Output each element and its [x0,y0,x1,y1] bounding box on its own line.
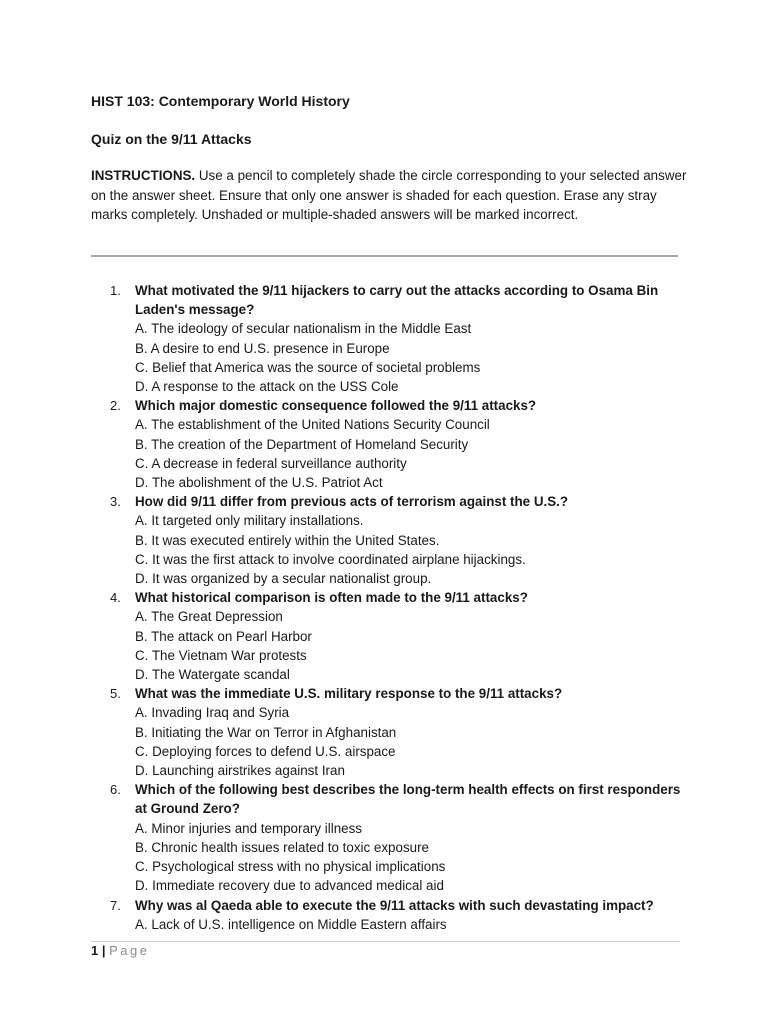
question-number: 2. [110,398,121,414]
question-text: What was the immediate U.S. military response to the 9/11 attacks? [135,686,563,702]
question-number: 5. [110,686,121,702]
answer-option: C. A decrease in federal surveillance authority [135,455,407,471]
question-item [91,780,691,895]
question-list [91,281,691,934]
question-text: Which of the following best describes the long-term health effects on first responders at Ground Zero? [135,782,681,817]
footer-separator: | [101,943,106,958]
answer-option: A. Minor injuries and temporary illness [135,820,362,836]
question-text: Why was al Qaeda able to execute the 9/11 attacks with such devastating impact? [135,897,654,913]
answer-option: D. It was organized by a secular nationalist group. [135,571,432,587]
page-number: 1 [91,943,99,958]
question-text: Which major domestic consequence followed the 9/11 attacks? [135,398,537,414]
answer-option: D. Immediate recovery due to advanced medical aid [135,878,444,894]
question-item [91,588,691,684]
answer-option: C. It was the first attack to involve coordinated airplane hijackings. [135,551,526,567]
answer-option: B. Initiating the War on Terror in Afghanistan [135,724,397,740]
answer-option: A. The establishment of the United Nations Security Council [135,417,490,433]
question-text: What historical comparison is often made to the 9/11 attacks? [135,590,528,606]
question-text: How did 9/11 differ from previous acts of terrorism against the U.S.? [135,494,569,510]
footer-divider [91,941,680,942]
answer-option: C. The Vietnam War protests [135,647,307,663]
question-item [91,281,691,396]
answer-option: D. The Watergate scandal [135,667,290,683]
question-number: 6. [110,782,121,798]
answer-option: D. A response to the attack on the USS Cole [135,379,399,395]
question-number: 1. [110,283,121,298]
answer-option: B. It was executed entirely within the United States. [135,532,440,548]
answer-option: A. Lack of U.S. intelligence on Middle Eastern affairs [135,916,447,932]
answer-option: B. Chronic health issues related to toxic exposure [135,839,430,855]
page-footer [91,943,150,958]
question-number: 3. [110,494,121,510]
course-title: HIST 103: Contemporary World History [91,93,350,109]
answer-option: A. Invading Iraq and Syria [135,705,290,721]
answer-option: D. The abolishment of the U.S. Patriot Act [135,475,383,491]
page-label: Page [109,943,150,958]
answer-option: B. The attack on Pearl Harbor [135,628,312,644]
answer-option: B. A desire to end U.S. presence in Europe [135,340,390,356]
answer-option: B. The creation of the Department of Homeland Security [135,436,469,452]
question-text: What motivated the 9/11 hijackers to carry out the attacks according to Osama Bin Laden's message? [135,283,659,318]
question-item [91,396,691,492]
answer-option: C. Belief that America was the source of societal problems [135,359,481,375]
answer-option: A. The ideology of secular nationalism in the Middle East [135,321,472,337]
section-divider [91,255,678,257]
question-number: 7. [110,897,121,913]
instructions-text: Use a pencil to completely shade the circle corresponding to your selected answer on the answer sheet. Ensure that only one answer is shaded for each question. Erase any stray marks completely. Unshaded or multiple-shaded answers will be marked incorrect. [91,168,687,222]
answer-option: C. Psychological stress with no physical implications [135,859,446,875]
instructions-label: INSTRUCTIONS. [91,168,196,183]
quiz-title: Quiz on the 9/11 Attacks [91,131,252,147]
answer-option: C. Deploying forces to defend U.S. airspace [135,743,396,759]
question-item [91,896,691,934]
question-number: 4. [110,590,121,606]
question-item [91,492,691,588]
answer-option: D. Launching airstrikes against Iran [135,763,345,779]
answer-option: A. It targeted only military installations. [135,513,364,529]
instructions [91,166,691,225]
question-item [91,684,691,780]
answer-option: A. The Great Depression [135,609,283,625]
